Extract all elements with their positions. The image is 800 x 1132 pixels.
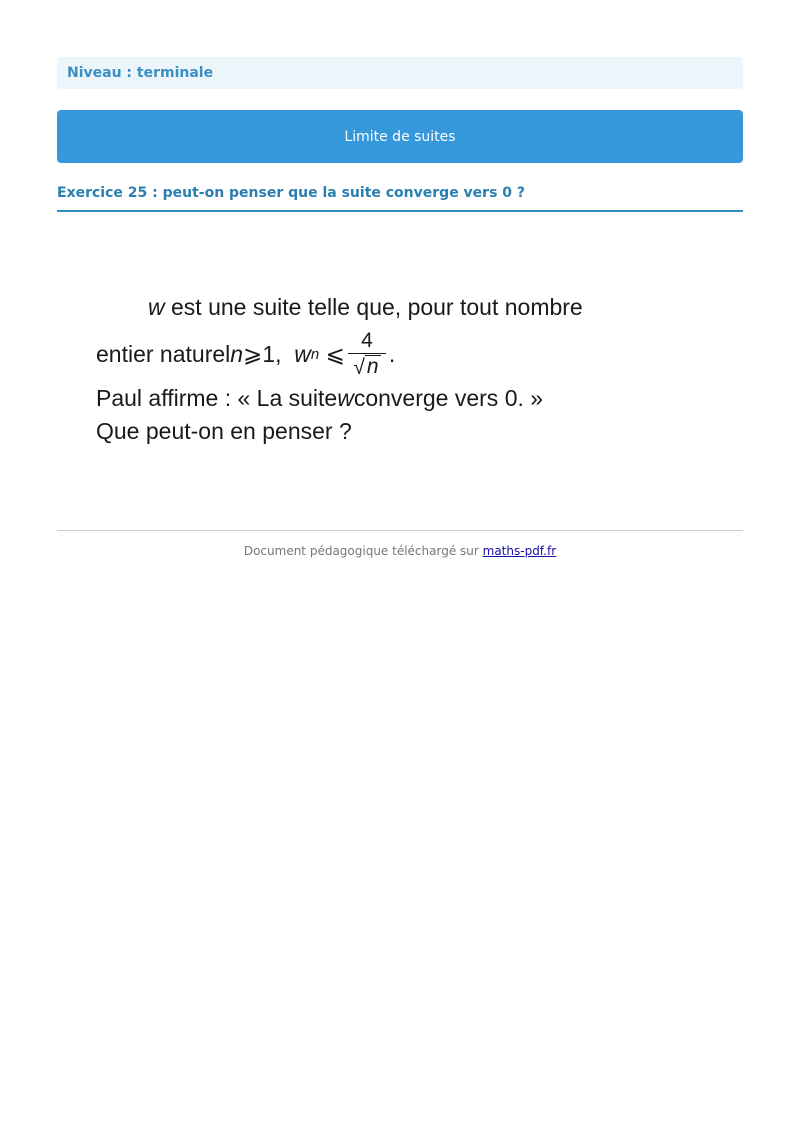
- level-label: Niveau : terminale: [67, 65, 214, 81]
- line3-start: Paul affirme : « La suite: [96, 385, 338, 411]
- footer-text: Document pédagogique téléchargé sur: [243, 544, 483, 558]
- subscript-n: n: [310, 345, 320, 363]
- var-w-n: w: [294, 340, 311, 367]
- statement-line-4: [96, 415, 583, 448]
- chapter-title: Limite de suites: [344, 128, 456, 145]
- line1-text: est une suite telle que, pour tout nombre: [164, 294, 583, 320]
- inequality-leq: ⩽: [325, 340, 345, 367]
- radicand-n: n: [366, 354, 379, 378]
- var-n: n: [230, 340, 244, 367]
- statement-text: [96, 296, 583, 448]
- footer: [57, 530, 743, 558]
- exercise-statement: [57, 212, 743, 530]
- var-w-2: w: [337, 385, 354, 411]
- fraction: [348, 330, 386, 378]
- fraction-denominator: [353, 354, 380, 378]
- line3-end: converge vers 0. »: [353, 385, 544, 411]
- footer-link[interactable]: maths-pdf.fr: [482, 544, 557, 558]
- square-root-symbol: √: [353, 356, 365, 380]
- statement-line-2: [96, 326, 583, 382]
- page: [57, 57, 743, 558]
- line4-text: Que peut-on en penser ?: [96, 418, 352, 444]
- line2-text: entier naturel: [96, 340, 231, 367]
- line2-end: .: [388, 340, 396, 367]
- statement-line-1: [96, 296, 583, 326]
- fraction-numerator: 4: [361, 328, 373, 352]
- var-w: w: [148, 294, 165, 320]
- statement-line-3: [96, 382, 583, 415]
- inequality-geq: ⩾1,: [243, 340, 282, 367]
- level-box: [57, 57, 743, 89]
- exercise-title: Exercice 25 : peut-on penser que la suite converge vers 0 ?: [57, 185, 743, 212]
- chapter-banner: [57, 110, 743, 163]
